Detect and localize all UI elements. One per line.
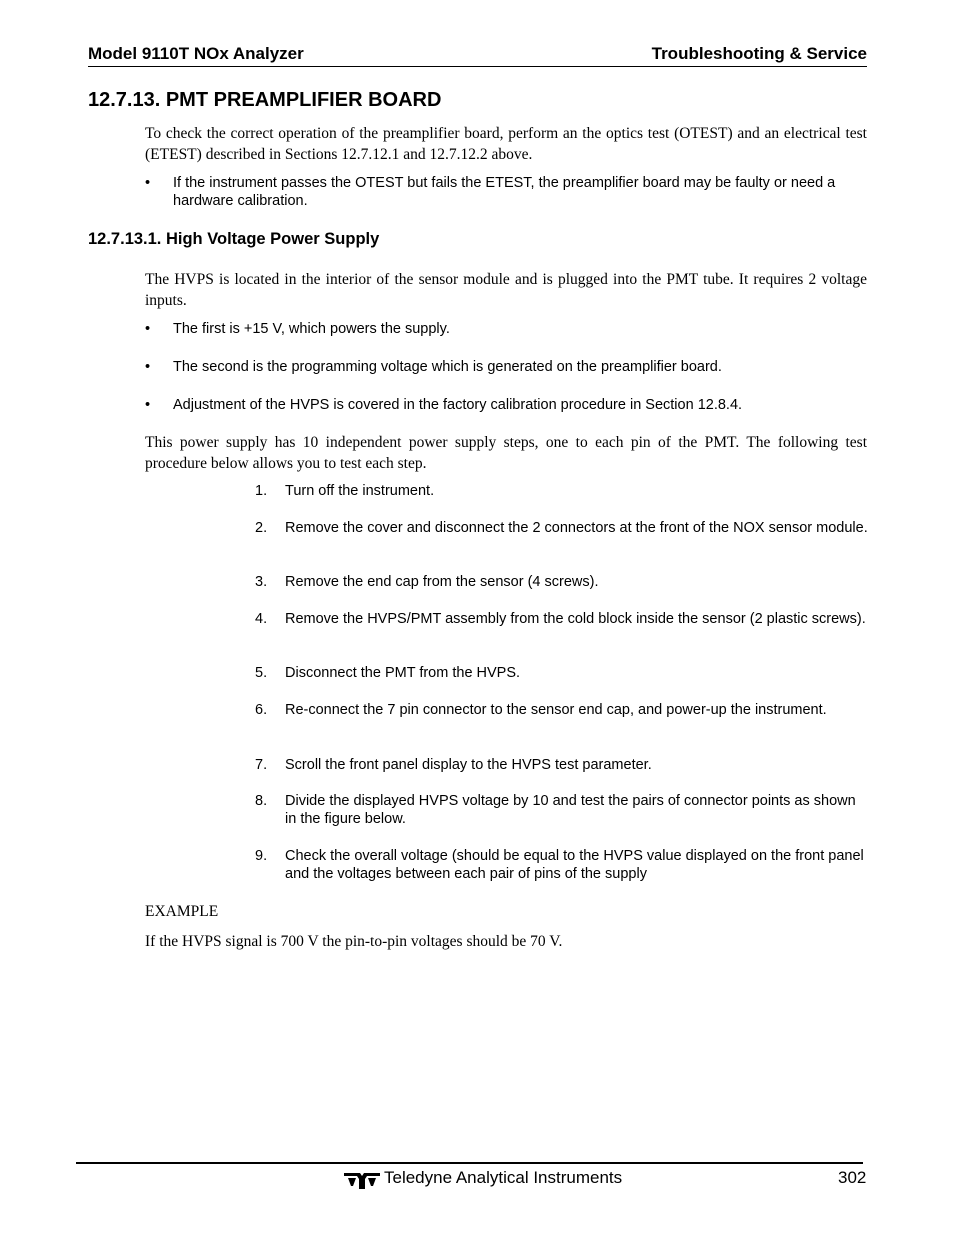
header-doc-title: Model 9110T NOx Analyzer	[88, 44, 304, 63]
footer-company: Teledyne Analytical Instruments	[384, 1168, 623, 1187]
section-heading: 12.7.13. PMT PREAMPLIFIER BOARD	[88, 89, 442, 111]
example-label: EXAMPLE	[145, 903, 219, 920]
section-intro: To check the correct operation of the preamplifier board, perform an the optics test (OTEST) and an electrical test (ETEST) described in Sections 12.7.12.1 and 12.7.12.2 above.	[145, 125, 867, 163]
bullet-icon: •	[145, 359, 151, 375]
teledyne-logo-icon	[344, 1170, 380, 1190]
footer-rule	[76, 1162, 863, 1164]
subsection-paragraph: This power supply has 10 independent power supply steps, one to each pin of the PMT. The following test procedure below allows you to test each step.	[145, 434, 867, 472]
subsection-intro: The HVPS is located in the interior of the sensor module and is plugged into the PMT tube. It requires 2 voltage inputs.	[145, 271, 867, 309]
bullet-icon: •	[145, 175, 151, 191]
subsection-heading: 12.7.13.1. High Voltage Power Supply	[88, 230, 380, 248]
page-number: 302	[838, 1168, 867, 1187]
example-text: If the HVPS signal is 700 V the pin-to-pin voltages should be 70 V.	[145, 933, 563, 950]
bullet-icon: •	[145, 321, 151, 337]
page-header	[88, 44, 867, 67]
bullet-icon: •	[145, 397, 151, 413]
header-chapter-title: Troubleshooting & Service	[651, 44, 867, 63]
